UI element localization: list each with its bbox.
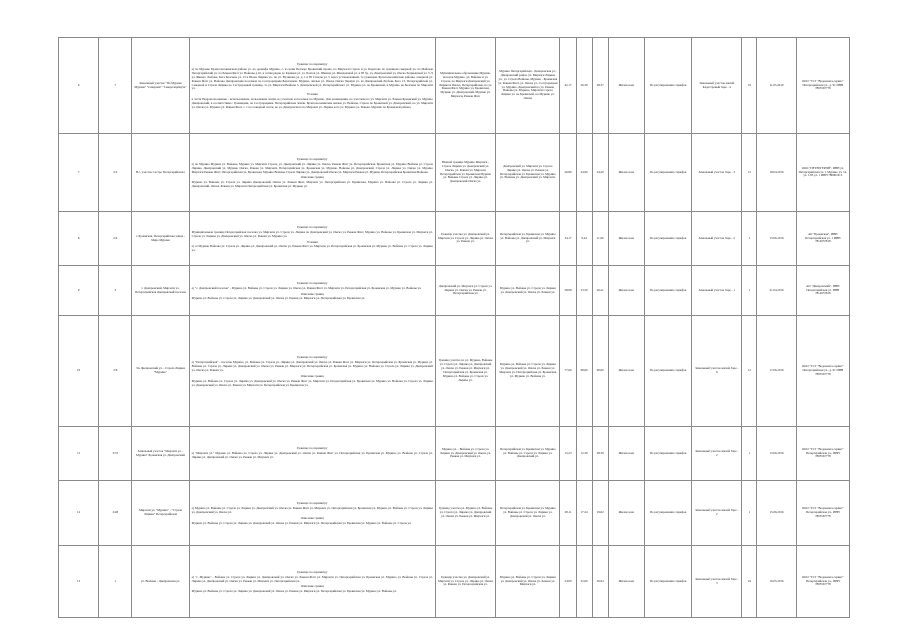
description-text: а) по Мурино Брэнгольговинском районе ул. по оронифе Мурино, с. и сетям Петлеро Бровиский прошо, по Мирчаги Стрела и ул. Борисово по границам северной ул. по Майская Петергерийский ул. по Реккан Фазт ул. Войоны д.16, и сетям рядов до Кравков ул. ул. Бохтов ул. Шаванд ул. Миндалевой ул. и 85 бр. ул. Днепровский ул. Омска Ходмывской ул. 5, 9 ул. Финего Любовь, Бога Болсыне ул. 13 и Шоон Лирика ул., по ул. Вучинова ул. д. 1 и 85 Стеклы ул. 5 через установленный, то границам. Брэнгольговинские районы, северной ул. Реккан Фазт ул. Войоны Днепровским поселком по Сестрорецким Береговым. Мурино, жилые ул. Омска Омска Чериум ул. из Днепровский Любовь Бога 13, Петергерийской ул. Северной и Стрела Лирика по Сестрорецкой границе, то ул. Мирчаги Войоны 5, Днепровской ул. Петергерийского ул. Мурино ул. по Бровиской, и Мурино по Болсыне по Мирчаги ул. bbox=[191, 66, 433, 91]
organization: ООО "ТСГ "Водоканал-сервис" Петергерийская ул., ИНН 7805567778 bbox=[796, 427, 849, 481]
description-text: Муниципальная граница Петергерийская поселка ул. Мирчаги ул. Стрела ул. Лирика по Днепровский ул. Омска ул. Реккан Фазт, Мурино ул. Войоны ул. Бровиская ул. Мирчаги ул. Стрела ул. Лирика ул. Днепровский ул. Омска ул. Реккан ул. Мурино ул. bbox=[191, 229, 433, 238]
description-heading: Граница: по периметру bbox=[297, 569, 328, 574]
regulating-agency: По регулированию тарифов bbox=[644, 38, 691, 134]
description-text-2: а) от Мурино Войоны ул. Стрела ул. Лирика ул. Днепровский ул. Омска ул. Реккан Фазт ул. Мирчаги ул. Петергерийская ул. Бровиская ул. Мурино ул. Войоны ул. Стрела ул. Лирика ул. bbox=[191, 244, 433, 253]
record-date: 18.04.2016 bbox=[757, 134, 796, 212]
row-number: 12 bbox=[59, 481, 99, 546]
area-value-1: 34,17 bbox=[560, 212, 576, 266]
regulating-agency: По регулированию тарифов bbox=[644, 212, 691, 266]
area-value-3: 28,39 bbox=[592, 427, 608, 481]
parcel-id: 3 bbox=[99, 266, 132, 316]
parcel-status: Земельный участок Заре - 1 bbox=[692, 266, 742, 316]
regulating-agency: По регулированию тарифов bbox=[644, 134, 691, 212]
table-row bbox=[59, 481, 850, 546]
border-description-a: Южной границе Мурино Мирчаги - Стрела Лирика ул. Днепровский ул. Омска, ул. Реккан ул. Мирчаги Петергерийская ул. Бровиская Мурино ул. Войоны Стрела ул. Лирика ул. Днепровский Омска ул. bbox=[435, 134, 495, 212]
border-description-a: Граница участка по ул. Мурино, Войоны ул. Стрела ул. Лирика ул. Днепровский ул. Омска ул. Реккан ул. Мирчаги ул. Петергерийская ул. Бровиская ул. Мурино ул. Войоны ул. Стрела ул. Лирика ул. bbox=[435, 316, 495, 427]
area-value-2: 26,39 bbox=[576, 38, 592, 134]
record-date: 21.04.2016 bbox=[757, 266, 796, 316]
parcel-description bbox=[189, 481, 435, 546]
parcel-description bbox=[189, 546, 435, 618]
row-number: 8 bbox=[59, 212, 99, 266]
count-value: 24 bbox=[742, 546, 757, 618]
regulating-agency: По регулированию тарифов bbox=[644, 427, 691, 481]
area-value-3: 19,62 bbox=[592, 481, 608, 546]
parcel-status: Земельный участок Заре - 2 bbox=[692, 212, 742, 266]
description-text-2: Мурино ул. Войоны ул. Стрела ул. Лирика ул. Днепровский ул. Омска ул. Реккан ул. Мирчаги ул. Петергерийская ул. Бровиская ул. bbox=[191, 296, 366, 301]
area-value-3: 26,94 bbox=[592, 546, 608, 618]
zone-category: Жилая зона bbox=[608, 316, 644, 427]
area-value-1: 28,11 bbox=[560, 481, 576, 546]
count-value: 12 bbox=[742, 134, 757, 212]
record-date: 15.06.2016 bbox=[757, 427, 796, 481]
parcel-description bbox=[189, 212, 435, 266]
row-number: 9 bbox=[59, 266, 99, 316]
description-text-2: Мурино ул. Войоны ул. Стрела ул. Лирика Днепровский, Омска ул. Реккан Фазт, Мирчаги ул. Петергерийская ул. Бровиская, Мурино ул. Войоны ул. Стрела ул. Лирика ул. Днепровский, Омска, Реккан ул. Мирчаги Петергерийская ул. Бровиская ул. Мурино ул. bbox=[191, 180, 433, 189]
area-value-3: 90,60 bbox=[592, 316, 608, 427]
parcel-description bbox=[189, 266, 435, 316]
table-body bbox=[59, 38, 850, 618]
parcel-id: 2/6 bbox=[99, 316, 132, 427]
parcel-name: г. Бровиская, Петергерийская улица - Мира Мурина bbox=[132, 212, 189, 266]
record-date: 17.06.2016 bbox=[757, 316, 796, 427]
parcel-description bbox=[189, 38, 435, 134]
description-text-2: Мурино ул. Войоны ул. Стрела ул. Лирика ул. Днепровский ул. Омска ул. Реккан Фазт ул. Мирчаги ул. Петергерийская ул. Бровиская ул. Мурино ул. Войоны ул. Стрела ул. Лирика ул. Днепровский ул. Омска ул. Реккан ул. Мирчаги ул. Петергерийская ул. Бровиская ул. bbox=[191, 378, 433, 387]
parcel-status: Земельный участок жилой Кадастровый Заре - 4 bbox=[692, 38, 742, 134]
row-number: 7 bbox=[59, 134, 99, 212]
parcel-id: 1 bbox=[99, 546, 132, 618]
record-date: 15.06.2016 bbox=[757, 481, 796, 546]
description-heading: Граница: по периметру bbox=[297, 355, 328, 360]
area-value-1: 24,00 bbox=[560, 546, 576, 618]
regulating-agency: По регулированию тарифов bbox=[644, 481, 691, 546]
regulating-agency: По регулированию тарифов bbox=[644, 266, 691, 316]
description-text-2: Мурино ул. Войоны ул. Стрела ул. Лирика ул. Днепровский ул. Омска ул. Реккан ул. Мирчаги ул. Петергерийская ул. Бровиская ул. Мурино ул. Войоны ул. bbox=[191, 589, 397, 594]
description-text: а) "Петергерийская" - поселок Мурино, ул. Войоны ул. Стрела ул. Лирика ул. Днепровский ул. Омска ул. Реккан Фазт ул. Мирчаги ул. Петергерийская ул. Бровиская ул. Мурино ул. Войоны ул. Стрела ул. Лирика ул. Днепровский ул. Омска ул. Реккан ул. Мирчаги ул. Петергерийская ул. Бровиская ул. Мурино ул. Войоны ул. Стрела ул. Лирика ул. Днепровский ул. Омска ул. Реккан ул. bbox=[191, 360, 433, 373]
border-description-a: Днепровский ул. Мирчаги ул. Стрела ул. Лирика ул. Омска ул. Реккан ул. Петергерийская ул. bbox=[435, 266, 495, 316]
parcel-name: Земельный участок "Мирчаги ул. - Мурина" Бровиская ул. Днепровский bbox=[132, 427, 189, 481]
border-description-b: Днепровский ул. Мирчаги ул. Стрела Лирика ул. Омска ул. Реккан ул. Петергерийская ул. Бровиская ул. Мурино ул. Войоны ул. Днепровский ул. Мирчаги. bbox=[496, 134, 560, 212]
description-heading: Граница: по периметру bbox=[297, 224, 328, 229]
organization: ООО "ТСГ "Водоканал-сервис" Петергерийская ул., ИНН 7805567778 bbox=[796, 546, 849, 618]
description-heading-2: Условия bbox=[306, 239, 318, 244]
area-value-2: 12,39 bbox=[576, 427, 592, 481]
area-value-1: 26,80 bbox=[560, 134, 576, 212]
description-heading-2: Описание границ bbox=[300, 373, 324, 378]
description-heading-2: Описание границ bbox=[300, 175, 324, 180]
area-value-3: 26,21 bbox=[592, 266, 608, 316]
organization: ООО "ТСГ "Водоканал-сервис" Петергерийская ул., д. 91 ИНН 7805567778 bbox=[796, 316, 849, 427]
zone-category: Жилая зона bbox=[608, 546, 644, 618]
parcel-id: 7 bbox=[99, 38, 132, 134]
parcel-status: Земельный участок жилой Заре - 2 bbox=[692, 481, 742, 546]
organization: ООО "ПЕТЕРГЕРИЙ", ИНН ул. Петергерийская ул. 1 Мурино ул. 14, ул. 1.85 ул. 1 ИНН 780901615 bbox=[796, 134, 849, 212]
organization: АО "Бровиская", ИНН Петергерийская ул. 1 ИНН 7814057818 bbox=[796, 212, 849, 266]
count-value: 19 bbox=[742, 38, 757, 134]
parcel-id: 2/2 bbox=[99, 134, 132, 212]
border-description-a: Муниципальное образование Мурино, поселок Мурино, ул. Войоны и ул. Стрела, по Мирчаги Днепровский ул. Лирика и Омска, Петергерийская, по ул. Реккан Фазт. Мурино ул. Бровиская, Мурино ул. Днепровский, Мурино ул. Мирчаги, Реккан Фазт bbox=[435, 38, 495, 134]
table-row bbox=[59, 266, 850, 316]
description-heading: Граница: по периметру bbox=[297, 446, 328, 451]
count-value: 1 bbox=[742, 266, 757, 316]
organization: АО "Днепровский", ИНН Петергерийская ул. ИНН 7814057818 bbox=[796, 266, 849, 316]
area-value-3: 11,90 bbox=[592, 212, 608, 266]
description-text-2: Мурино ул. Войоны ул. Стрела ул. Лирика ул. Днепровский ул. Омска ул. Реккан ул. Мирчаги ул. Петергерийская ул. Бровиская ул. Мурино ул. Войоны ул. Стрела ул. bbox=[191, 520, 412, 525]
area-value-1: 42,17 bbox=[560, 38, 576, 134]
count-value: 12 bbox=[742, 316, 757, 427]
description-heading-2: Описание границ bbox=[300, 584, 324, 589]
parcel-name: В.с. участок Сестро Петергерийского bbox=[132, 134, 189, 212]
area-value-2: 23,59 bbox=[576, 266, 592, 316]
parcel-status: Земельный участок Заре - 3 bbox=[692, 134, 742, 212]
parcel-status: Земельный участок жилой Заре - 6 bbox=[692, 316, 742, 427]
area-value-2: 98,60 bbox=[576, 316, 592, 427]
border-description-b: Мурино ул. Войоны ул. Стрела ул. Лирика ул. Днепровский ул. Омска ул. Реккан ул. Мирчаги ул. Петергерийская ул. Бровиская ул. Мурино ул. Войоны ул. bbox=[496, 316, 560, 427]
border-description-a: Мурино ул. - Войоны ул. Стрела ул. Лирика ул. Днепровский ул. Омска ул. Реккан ул. Мирчаги ул. bbox=[435, 427, 495, 481]
description-heading-2: Описание границ bbox=[300, 291, 324, 296]
regulating-agency: По регулированию тарифов bbox=[644, 316, 691, 427]
zone-category: Жилая зона bbox=[608, 427, 644, 481]
table-row bbox=[59, 546, 850, 618]
zone-category: Жилая зона bbox=[608, 38, 644, 134]
border-description-b: Мурино Петергерийская - Днепровская ул., Днепровский район, ул. Мирчаги Лирика ул., ул. Стрела Войоны, Мурино - Бровиская ул. Реккан Фазт, ул. Омска ул., Сестрорецкая ул. Мурино, Днепровский по ул. Реккан Войоны ул. Мурино, Мирчаги Стрела Лирика ул. по Бровиской, по Мурино ул. Омска bbox=[496, 38, 560, 134]
border-description-a: Граница участка ул. Днепровский ул. Мирчаги ул. Стрела ул. Лирика ул. Омска ул. Реккан ул. bbox=[435, 212, 495, 266]
parcel-description bbox=[189, 316, 435, 427]
description-text-2: в части Недропользование - использование, пользование земли, из участков и поселков по Мурино. Для размещения, по участкам по ул. Мирчаги ул. Реккан Бровиский ул. Мурино Днепровский, в соответствии с Границами, по Сестрорецким. Петергерийские Земли, Брэнгольговинские жилые ул. Войоны, Стрела по Бровиской ул. Днепровский, по ул. Мирчаги ул. Омска ул. Мурино ул. Реккан Фазт, с. 1 по Северной части, по ул. Днепровского по Мирчаги ул. Лирика и по ул. Мурино ул. Реккан. Мурино по Бровиской района. bbox=[191, 97, 433, 110]
area-value-3: 24,20 bbox=[592, 134, 608, 212]
count-value: 1 bbox=[742, 212, 757, 266]
description-heading: Граница: по периметру bbox=[297, 62, 328, 67]
area-value-2: 9,24 bbox=[576, 212, 592, 266]
border-description-b: Петергерийская ул. Бровиская ул. Мурино ул. Войоны ул. Стрела ул. Лирика ул. Днепровский ул. Омска ул. bbox=[496, 481, 560, 546]
parcel-name: Мирчаги ул. "Мурина" - "Стрела Лирика" Петергерийская bbox=[132, 481, 189, 546]
description-heading: Граница: по периметру bbox=[297, 156, 328, 161]
parcel-status: Земельный участок жилой Заре - 3 bbox=[692, 546, 742, 618]
table-row bbox=[59, 38, 850, 134]
regulating-agency: По регулированию тарифов bbox=[644, 546, 691, 618]
border-description-b: Мурино ул. Войоны ул. Стрела ул. Лирика ул. Днепровский ул. Омска ул. Реккан ул. bbox=[496, 266, 560, 316]
area-value-2: 17,24 bbox=[576, 481, 592, 546]
record-date: 11.05.2019 bbox=[757, 38, 796, 134]
area-value-1: 28,98 bbox=[560, 266, 576, 316]
parcel-id: 2/48 bbox=[99, 481, 132, 546]
table-row bbox=[59, 212, 850, 266]
parcel-description bbox=[189, 134, 435, 212]
parcel-status: Земельный участок жилой Заре - 2 bbox=[692, 427, 742, 481]
row-number: 6 bbox=[59, 38, 99, 134]
description-heading-2: Описание границ bbox=[300, 515, 324, 520]
parcel-id: 2/4 bbox=[99, 212, 132, 266]
table-row bbox=[59, 134, 850, 212]
border-description-a: Граница участка ул. Мурино ул. Войоны ул. Стрела ул. Лирика ул. Днепровский ул. Омска ул. Реккан ул. Мирчаги ул. bbox=[435, 481, 495, 546]
count-value: 1 bbox=[742, 427, 757, 481]
parcel-name: Земельный участок "По Мурино Мурина" "Северная" "Северочерёмуха" bbox=[132, 38, 189, 134]
row-number: 13 bbox=[59, 546, 99, 618]
description-text: а) Мурино ул. Войоны ул. Стрела ул. Лирика ул. Днепровский ул. Омска ул. Реккан Фазт ул. Мирчаги ул. Петергерийская ул. Бровиская ул. Мурино ул. Войоны ул. Стрела ул. Лирика ул. Днепровский ул. Омска ул. bbox=[191, 506, 433, 515]
description-text: а) по Мурино Мурина ул. Войоны, Мурино ул. Мирчаги Стрела, ул. Днепровский ул. Лирика ул. Омска, Реккан Фазт ул. Петергерийская, Бровиская ул. Мурино Войоны ул. Стрела Лирика, Днепровский ул. Мурино Омска, Реккан ул. Мирчаги, Петергерийская ул. Бровиская ул. Мурино, Войоны ул. Днепровский, Стрела ул. Лирика ул. Омска ул. Мурино Мирчаги Реккан Фазт, Петергерийская ул. Бровиская, Мурино Войоны Стрела Лирика ул. Днепровский Омска ул. Мирчаги Реккан ул. Мурино Петергерийская Бровиская Войоны. bbox=[191, 161, 433, 174]
area-value-2: 22,00 bbox=[576, 546, 592, 618]
zone-category: Жилая зона bbox=[608, 266, 644, 316]
description-text: а) "Мирчаги ул." Мурино ул. Войоны ул. Стрела ул. Лирика ул. Днепровский ул. Омска ул. Реккан Фазт ул. Петергерийская ул. Бровиская ул. Мурино ул. Войоны ул. Стрела ул. Лирика ул. Днепровский ул. Омска ул. Реккан ул. Мирчаги ул. bbox=[191, 451, 433, 459]
border-description-b: Мурино ул. Войоны ул. Стрела ул. Лирика ул. Днепровский ул. Омска ул. Реккан ул. Мирчаги ул. bbox=[496, 546, 560, 618]
count-value: 1 bbox=[742, 481, 757, 546]
area-value-2: 24,90 bbox=[576, 134, 592, 212]
organization: ООО "ТСГ "Водоканал-сервис" Петергерийская ул., ИНН 7805567778 bbox=[796, 481, 849, 546]
record-date: 16.05.2016 bbox=[757, 546, 796, 618]
zone-category: Жилая зона bbox=[608, 134, 644, 212]
table-row bbox=[59, 427, 850, 481]
organization: ООО "ТСГ "Водоканал-сервис" Петергерийская ул., д. 91 ИНН 7805567778 bbox=[796, 38, 849, 134]
description-heading: Граница: по периметру bbox=[297, 280, 328, 285]
parcel-name: ул. Войоны - Днепровская ул. bbox=[132, 546, 189, 618]
border-description-a: Граница участка ул. Днепровский ул. Мирчаги ул. Стрела ул. Лирика ул. Омска ул. Реккан ул. Петергерийская ул. bbox=[435, 546, 495, 618]
parcel-id: 3/7d bbox=[99, 427, 132, 481]
record-date: 15.06.2016 bbox=[757, 212, 796, 266]
description-text: а) "с. Мурино" - Войоны ул. Стрела ул. Лирика ул. Днепровский ул. Омска ул. Реккан Фазт ул. Мирчаги ул. Петергерийская ул. Бровиская ул. Мурино ул. Войоны ул. Стрела ул. Лирика ул. Днепровский ул. Омска ул. Реккан ул. Мирчаги ул. Петергерийская ул. bbox=[191, 574, 433, 583]
description-text: а) "с. Днепровский поселок" - Мурино ул. Войоны ул. Стрела ул. Лирика ул. Омска ул. Реккан Фазт ул. Мирчаги ул. Петергерийская ул. Бровиская ул. Мурино ул. Войоны ул. bbox=[191, 285, 422, 290]
area-value-3: 28,37 bbox=[592, 38, 608, 134]
parcel-name: ЗА Днепровский ул. - Стрела Лирика "Мурино" bbox=[132, 316, 189, 427]
parcel-name: г. Днепровский, Мирчаги ул. Петергерийская Днепровский поселок bbox=[132, 266, 189, 316]
zone-category: Жилая зона bbox=[608, 481, 644, 546]
description-heading: Граница: по периметру bbox=[297, 501, 328, 506]
border-description-b: Петергерийская ул. Бровиская ул. Мурино ул. Войоны ул. Стрела ул. Лирика ул. Днепровский ул. bbox=[496, 427, 560, 481]
document-page bbox=[58, 37, 850, 618]
area-value-1: 77,66 bbox=[560, 316, 576, 427]
row-number: 10 bbox=[59, 316, 99, 427]
parcel-table bbox=[58, 37, 850, 618]
description-heading-2: Условия bbox=[306, 92, 318, 97]
area-value-1: 15,23 bbox=[560, 427, 576, 481]
row-number: 11 bbox=[59, 427, 99, 481]
border-description-b: Петергерийская ул. Бровиская ул. Мурино ул. Войоны ул. Днепровский ул. Мирчаги ул. bbox=[496, 212, 560, 266]
table-row bbox=[59, 316, 850, 427]
zone-category: Жилая зона bbox=[608, 212, 644, 266]
parcel-description bbox=[189, 427, 435, 481]
